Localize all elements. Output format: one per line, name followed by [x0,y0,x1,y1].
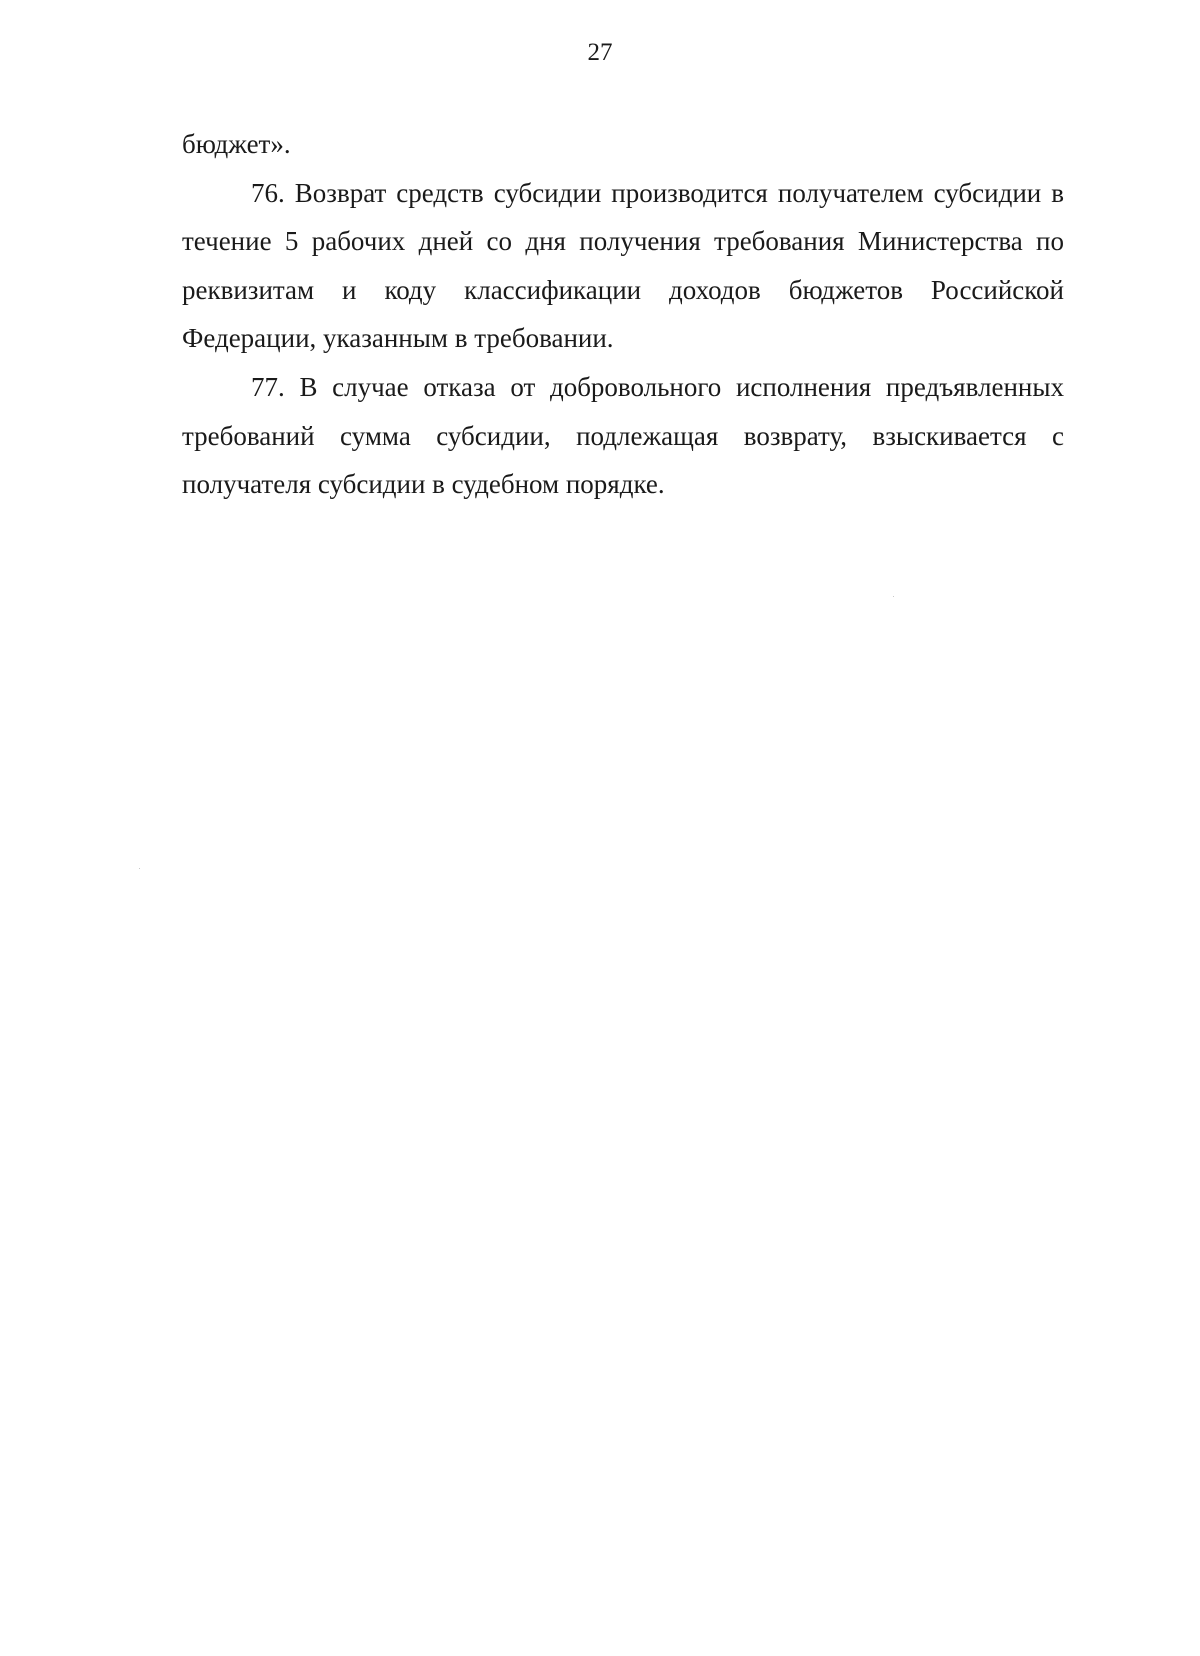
paragraph-76: 76. Возврат средств субсидии производится получателем субсидии в течение 5 рабочих дней со дня получения требования Министерства по реквизитам и коду классификации доходов бюджетов Российской Федерации, указанным в требовании. [182,177,1064,354]
scan-artifact [139,868,140,869]
paragraph-continuation: бюджет». [182,129,291,159]
page-number: 27 [587,39,613,66]
scan-artifact [893,596,894,597]
paragraph-77: 77. В случае отказа от добровольного исполнения предъявленных требований сумма субсидии, подлежащая возврату, взыскивается с получателя субсидии в судебном порядке. [182,371,1064,500]
document-body [182,120,1064,509]
